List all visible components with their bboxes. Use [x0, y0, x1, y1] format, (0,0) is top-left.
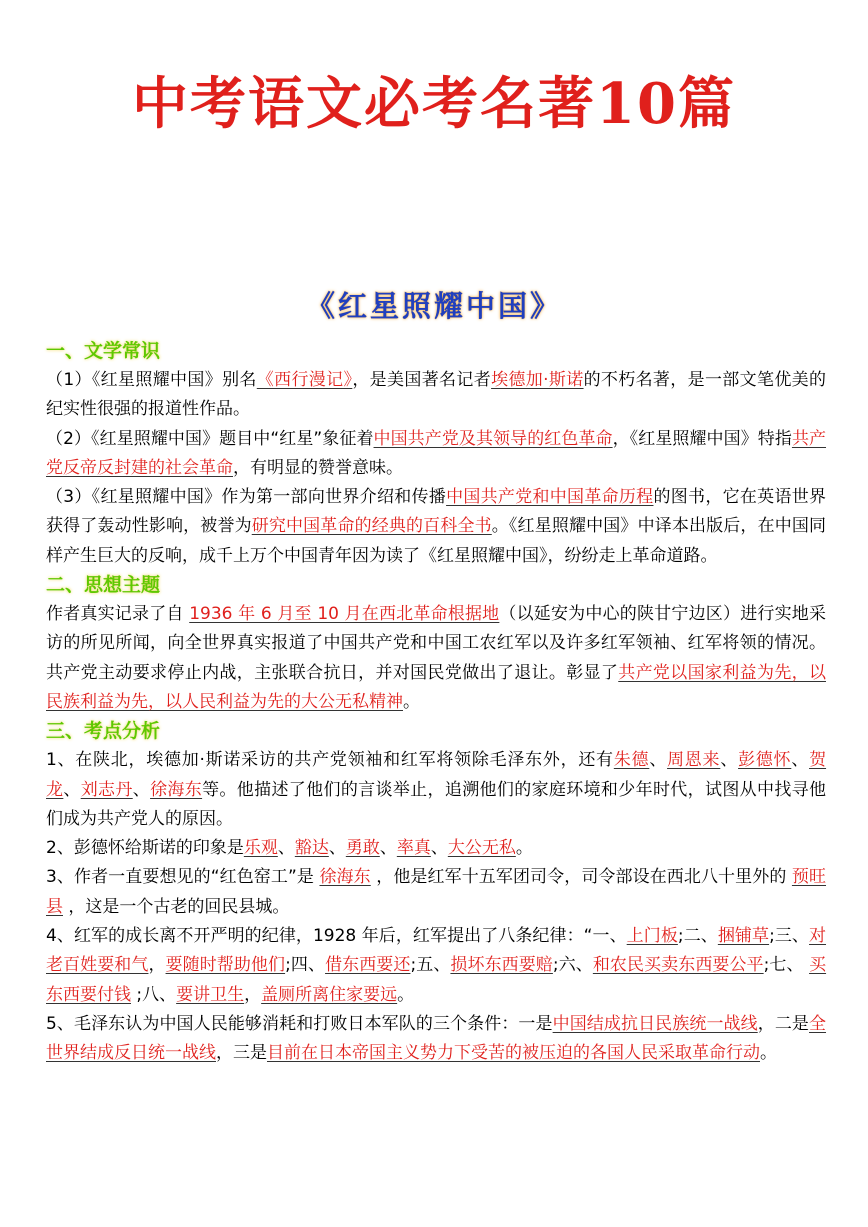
key-answer: 周恩来: [667, 750, 721, 771]
section-theme: [46, 571, 826, 717]
key-answer: 目前在日本帝国主义势力下受苦的被压迫的各国人民采取革命行动: [267, 1043, 760, 1064]
page-title: 中考语文必考名著10篇: [132, 71, 736, 137]
key-answer: 中国结成抗日民族统一战线: [552, 1013, 758, 1034]
text-run: （以延安为中心的陕甘宁边区）进行实地采访的所见所闻，向全世界真实报道了中国共产党和中国工农红军以及许多红军领袖、红军将领的情况。共产党主动要求停止内战，主张联合抗日，并对国民党做出了退让。彰显了: [46, 604, 826, 683]
key-answer: 朱德: [613, 750, 650, 771]
key-answer: 《西行漫记》: [256, 370, 353, 390]
key-answer: 买东西要付钱: [46, 955, 827, 1005]
key-answer: 共产党反帝反封建的社会革命: [46, 428, 827, 478]
text-run: 2、彭德怀给斯诺的印象是: [46, 838, 244, 859]
key-answer: 贺龙: [46, 750, 827, 800]
text-run: 、: [791, 750, 810, 771]
key-answer: 徐海东: [150, 779, 203, 800]
section-heading: 三、考点分析: [46, 720, 161, 743]
text-run: 作者真实记录了自: [46, 604, 190, 625]
text-run: 。: [760, 1043, 777, 1064]
key-answer: 要随时帮助他们: [165, 955, 286, 976]
paragraph: [46, 1010, 826, 1069]
key-answer: 要讲卫生: [176, 984, 245, 1005]
text-run: 4、红军的成长离不开严明的纪律，1928 年后，红军提出了八条纪律：“一、: [46, 926, 627, 947]
key-answer: 对老百姓要和气: [46, 926, 827, 976]
key-answer: 彭德怀: [738, 750, 792, 771]
text-run: ，他是红军十五军团司令，司令部设在西北八十里外的: [370, 867, 792, 888]
section-heading: 二、思想主题: [46, 574, 161, 597]
key-answer: 损坏东西要赔: [450, 955, 553, 976]
text-run: ，: [148, 955, 166, 976]
key-answer: 1936 年 6 月至 10 月在西北革命根据地: [189, 604, 500, 625]
text-run: 、: [649, 750, 668, 771]
text-run: （3）《红星照耀中国》作为第一部向世界介绍和传播: [46, 487, 447, 508]
text-run: ;四、: [285, 955, 326, 976]
text-run: ;七、: [763, 955, 810, 976]
text-run: ;六、: [552, 955, 593, 976]
paragraph: [46, 834, 826, 863]
text-run: ，三是: [216, 1043, 267, 1064]
text-run: 、: [379, 838, 397, 859]
text-run: 。: [515, 838, 533, 859]
text-run: 5、毛泽东认为中国人民能够消耗和打败日本军队的三个条件：一是: [46, 1013, 553, 1034]
text-run: 的不朽名著，是一部文笔优美的纪实性很强的报道性作品。: [46, 370, 827, 420]
text-run: ，是美国著名记者: [352, 370, 492, 390]
text-run: ，这是一个古老的回民县城。: [63, 896, 290, 917]
text-run: ，《红星照耀中国》特指: [612, 428, 792, 449]
text-run: 。: [397, 984, 415, 1005]
paragraph: [46, 425, 826, 484]
text-run: ，: [244, 984, 262, 1005]
key-answer: 中国共产党及其领导的红色革命: [373, 428, 613, 449]
text-run: ;五、: [410, 955, 451, 976]
text-run: ;八、: [131, 984, 177, 1005]
key-answer: 率真: [396, 838, 431, 859]
document-body: [46, 337, 826, 1069]
key-answer: 勇敢: [345, 838, 380, 859]
text-run: 3、作者一直要想见的“红色窑工”是: [46, 867, 320, 888]
text-run: 等。他描述了他们的言谈举止，追溯他们的家庭环境和少年时代，试图从中找寻他们成为共产党人的原因。: [46, 779, 827, 829]
text-run: ，二是: [757, 1013, 810, 1034]
key-answer: 研究中国革命的经典的百科全书: [251, 516, 492, 537]
section-literary-knowledge: [46, 337, 826, 571]
key-answer: 埃德加·斯诺: [491, 370, 584, 390]
key-answer: 和农民买卖东西要公平: [592, 955, 764, 976]
key-answer: 共产党以国家利益为先，以民族利益为先，以人民利益为先的大公无私精神: [46, 662, 826, 712]
book-title: 《红星照耀中国》: [305, 289, 562, 323]
key-answer: 乐观: [243, 838, 278, 859]
paragraph: [46, 922, 826, 1010]
paragraph: [46, 483, 826, 571]
paragraph: [46, 366, 826, 425]
key-answer: 徐海东: [319, 867, 371, 888]
text-run: 、: [328, 838, 346, 859]
text-run: 、: [63, 779, 81, 800]
text-run: ，有明显的赞誉意味。: [233, 457, 403, 478]
paragraph: [46, 600, 826, 717]
key-answer: 捆铺草: [717, 926, 770, 947]
key-answer: 豁达: [294, 838, 329, 859]
text-run: ;二、: [677, 926, 718, 947]
text-run: （1）《红星照耀中国》别名: [46, 370, 257, 390]
key-answer: 预旺县: [46, 867, 827, 917]
text-run: 、: [277, 838, 295, 859]
paragraph: [46, 746, 826, 834]
key-answer: 大公无私: [447, 838, 516, 859]
key-answer: 上门板: [626, 926, 678, 947]
text-run: 1、在陕北，埃德加·斯诺采访的共产党领袖和红军将领除毛泽东外，还有: [46, 750, 614, 771]
key-answer: 刘志丹: [80, 779, 133, 800]
text-run: 、: [132, 779, 151, 800]
section-heading: 一、文学常识: [46, 340, 161, 362]
text-run: 。: [403, 691, 420, 712]
text-run: 。《红星照耀中国》中译本出版后，在中国同样产生巨大的反响，成千上万个中国青年因为读了《红星照耀中国》，纷纷走上革命道路。: [46, 516, 827, 566]
text-run: 、: [430, 838, 448, 859]
text-run: （2）《红星照耀中国》题目中“红星”象征着: [46, 428, 374, 449]
text-run: ;三、: [769, 926, 810, 947]
key-answer: 借东西要还: [325, 955, 411, 976]
text-run: 的图书，它在英语世界获得了轰动性影响，被誉为: [46, 487, 827, 537]
key-answer: 中国共产党和中国革命历程: [446, 487, 654, 508]
section-key-points: [46, 717, 826, 1068]
text-run: 、: [720, 750, 739, 771]
key-answer: 盖厕所离住家要远: [261, 984, 398, 1005]
key-answer: 全世界结成反日统一战线: [46, 1013, 827, 1064]
paragraph: [46, 863, 826, 922]
